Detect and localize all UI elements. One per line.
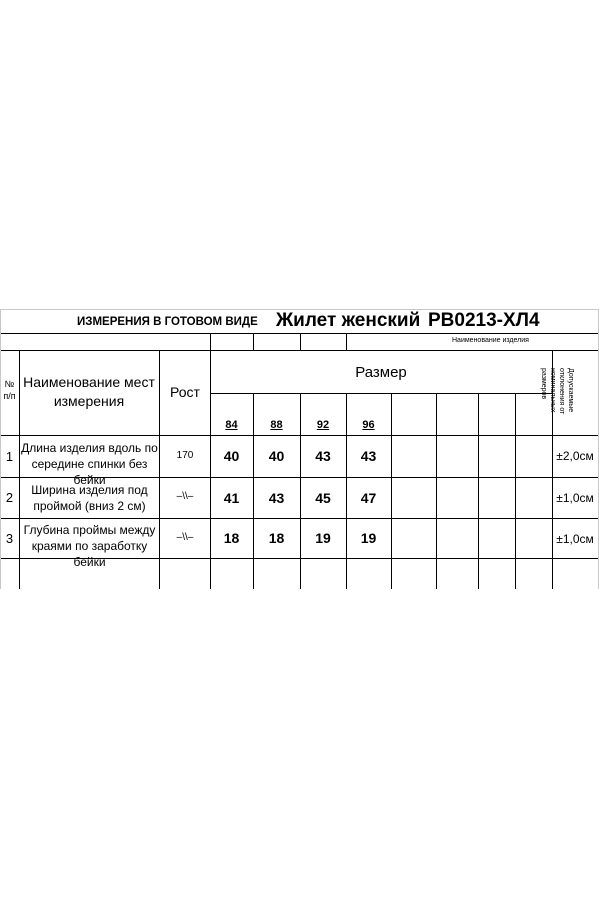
product-name: Жилет женский xyxy=(276,310,421,331)
row-value: 47 xyxy=(360,490,377,506)
row-num: 1 xyxy=(5,449,14,464)
row-value: 45 xyxy=(315,490,331,506)
row-name: Длина изделия вдоль по середине спинки без бейки xyxy=(21,441,158,487)
size-label: 88 xyxy=(270,419,283,431)
product-caption: Наименование изделия xyxy=(452,337,529,344)
row-value: 19 xyxy=(360,530,377,546)
grid-line xyxy=(436,393,437,589)
row-tolerance: ±1,0см xyxy=(556,532,594,546)
product-code: РВ0213-ХЛ4 xyxy=(428,310,540,331)
row-value: 40 xyxy=(268,448,285,464)
row-value: 19 xyxy=(315,530,331,546)
size-label: 84 xyxy=(225,419,238,431)
row-height: –\\– xyxy=(176,532,194,543)
row-value: 43 xyxy=(315,448,331,464)
column-header-size: Размер xyxy=(355,364,407,381)
row-height: –\\– xyxy=(176,491,194,502)
row-value: 18 xyxy=(268,530,285,546)
column-header-height: Рост xyxy=(170,384,200,400)
column-header-name: Наименование мест измерения xyxy=(23,374,155,409)
row-tolerance: ±2,0см xyxy=(556,449,594,463)
grid-line xyxy=(210,393,552,394)
row-tolerance: ±1,0см xyxy=(556,491,594,505)
row-num: 2 xyxy=(5,490,14,505)
row-height: 170 xyxy=(176,450,194,461)
row-value: 41 xyxy=(223,490,240,506)
table-subtitle: ИЗМЕРЕНИЯ В ГОТОВОМ ВИДЕ xyxy=(77,316,258,328)
row-value: 18 xyxy=(223,530,240,546)
row-name: Ширина изделия под проймой (вниз 2 см) xyxy=(31,483,148,513)
size-label: 92 xyxy=(316,419,330,431)
grid-line xyxy=(515,393,516,589)
row-num: 3 xyxy=(5,531,14,546)
grid-line xyxy=(391,393,392,589)
grid-line xyxy=(346,333,347,350)
grid-line xyxy=(478,393,479,589)
column-header-tolerance: Допускаемые отклонения от номинальных размеров xyxy=(540,368,574,415)
grid-line xyxy=(253,333,254,350)
grid-line xyxy=(0,350,599,351)
row-value: 40 xyxy=(223,448,240,464)
size-label: 96 xyxy=(362,419,375,431)
row-name: Глубина проймы между краями по заработку бейки xyxy=(23,523,156,569)
column-header-num: № п/п xyxy=(3,379,16,401)
row-value: 43 xyxy=(268,490,285,506)
grid-line xyxy=(300,333,301,350)
row-value: 43 xyxy=(360,448,377,464)
